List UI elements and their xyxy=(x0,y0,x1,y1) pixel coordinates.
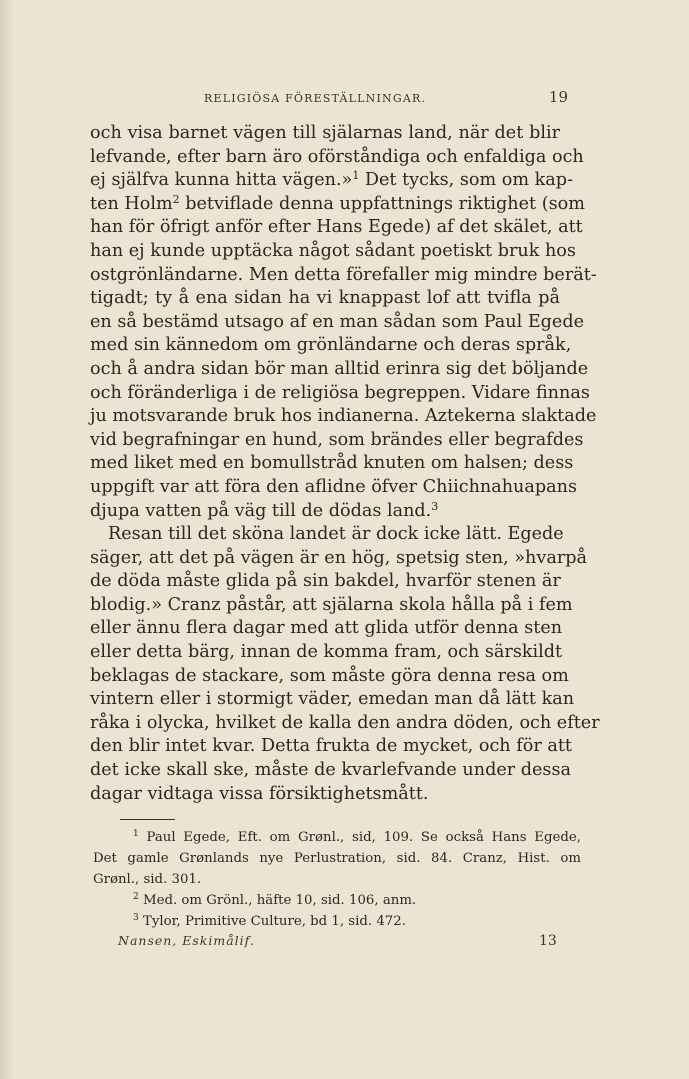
footnote-1 xyxy=(93,827,581,848)
text-line: ostgrönländarne. Men detta förefaller mig mindre berät- xyxy=(90,264,597,285)
text-line xyxy=(90,500,560,524)
text-line: blodig.» Cranz påstår, att själarna skola hålla på i fem xyxy=(90,594,573,615)
text-line: eller ännu flera dagar med att glida utför denna sten xyxy=(90,618,563,639)
page-number: 19 xyxy=(548,88,568,106)
text-line: han ej kunde upptäcka något sådant poetiskt bruk hos xyxy=(90,240,576,261)
text-line: och å andra sidan bör man alltid erinra sig det böljande xyxy=(90,358,589,379)
text-line: en så bestämd utsago af en man sådan som Paul Egede xyxy=(90,311,585,332)
footnote-2 xyxy=(93,890,581,911)
text-line: och föränderliga i de religiösa begreppen. Vidare finnas xyxy=(90,382,590,403)
footnote-mark-2: 2 xyxy=(133,892,139,902)
footnote-mark-3: 3 xyxy=(133,913,139,923)
footnote-mark-1: 1 xyxy=(133,829,139,839)
text-line: med sin kännedom om grönländarne och deras språk, xyxy=(90,335,572,356)
text-fragment: ten Holm xyxy=(90,193,173,214)
text-line: och visa barnet vägen till själarnas land, när det blir xyxy=(90,123,560,143)
text-line: de döda måste glida på sin bakdel, hvarför stenen är xyxy=(90,571,561,592)
footnote-text: Tylor, Primitive Culture, bd 1, sid. 472. xyxy=(138,914,406,929)
footnote-1-cont: Grønl., sid. 301. xyxy=(93,872,202,887)
text-line: vid begrafningar en hund, som brändes eller begrafdes xyxy=(90,429,584,450)
text-line: den blir intet kvar. Detta frukta de mycket, och för att xyxy=(90,736,572,757)
text-line: råka i olycka, hvilket de kalla den andra döden, och efter xyxy=(90,712,600,733)
text-line: Resan till det sköna landet är dock icke lätt. Egede xyxy=(108,524,564,545)
text-line: uppgift var att föra den aflidne öfver Chiichnahuapans xyxy=(90,476,577,497)
text-line: lefvande, efter barn äro oförståndiga och enfaldiga och xyxy=(90,146,584,167)
footnote-divider xyxy=(120,819,175,820)
text-line: med liket med en bomullstråd knuten om halsen; dess xyxy=(90,453,574,474)
text-line: det icke skall ske, måste de kvarlefvande under dessa xyxy=(90,760,571,781)
text-line xyxy=(90,169,573,193)
text-fragment: Det tycks, som om kap- xyxy=(359,170,573,191)
footnote-text: Med. om Grönl., häfte 10, sid. 106, anm. xyxy=(138,893,417,908)
text-line: säger, att det på vägen är en hög, spetsig sten, »hvarpå xyxy=(90,547,587,568)
page-header xyxy=(92,88,568,112)
footnote-text: Paul Egede, Eft. om Grønl., sid, 109. Se också Hans Egede, xyxy=(138,830,581,845)
text-fragment: djupa vatten på väg till de dödas land. xyxy=(90,500,432,521)
footnote-1-cont: Det gamle Grønlands nye Perlustration, sid. 84. Cranz, Hist. om xyxy=(93,851,581,866)
running-title: RELIGIÖSA FÖRESTÄLLNINGAR. xyxy=(204,92,427,105)
text-line: eller detta bärg, innan de komma fram, och särskildt xyxy=(90,642,563,663)
text-line: ju motsvarande bruk hos indianerna. Aztekerna slaktade xyxy=(90,406,597,427)
body-text xyxy=(90,122,600,806)
text-line: beklagas de stackare, som måste göra denna resa om xyxy=(90,665,569,686)
text-line xyxy=(90,192,585,217)
text-fragment: betviflade denna uppfattnings riktighet (som xyxy=(179,193,585,214)
footnote-ref-2[interactable]: 2 xyxy=(172,192,180,206)
text-line: han för öfrigt anför efter Hans Egede) af det skälet, att xyxy=(90,217,583,238)
footnote-ref-3[interactable]: 3 xyxy=(431,499,439,513)
sheet-number: 13 xyxy=(539,933,557,949)
page-edge-shadow xyxy=(0,0,14,1079)
footnotes xyxy=(93,827,581,932)
text-line: vintern eller i stormigt väder, emedan man då lätt kan xyxy=(90,689,575,710)
footnote-ref-1[interactable]: 1 xyxy=(352,169,360,183)
text-line: dagar vidtaga vissa försiktighetsmått. xyxy=(90,783,429,804)
text-fragment: ej själfva kunna hitta vägen.» xyxy=(90,170,353,191)
text-line: tigadt; ty å ena sidan ha vi knappast lof att tvifla på xyxy=(90,288,560,309)
footnote-3 xyxy=(93,911,581,932)
printer-signature: Nansen, Eskimålif. xyxy=(118,933,255,948)
